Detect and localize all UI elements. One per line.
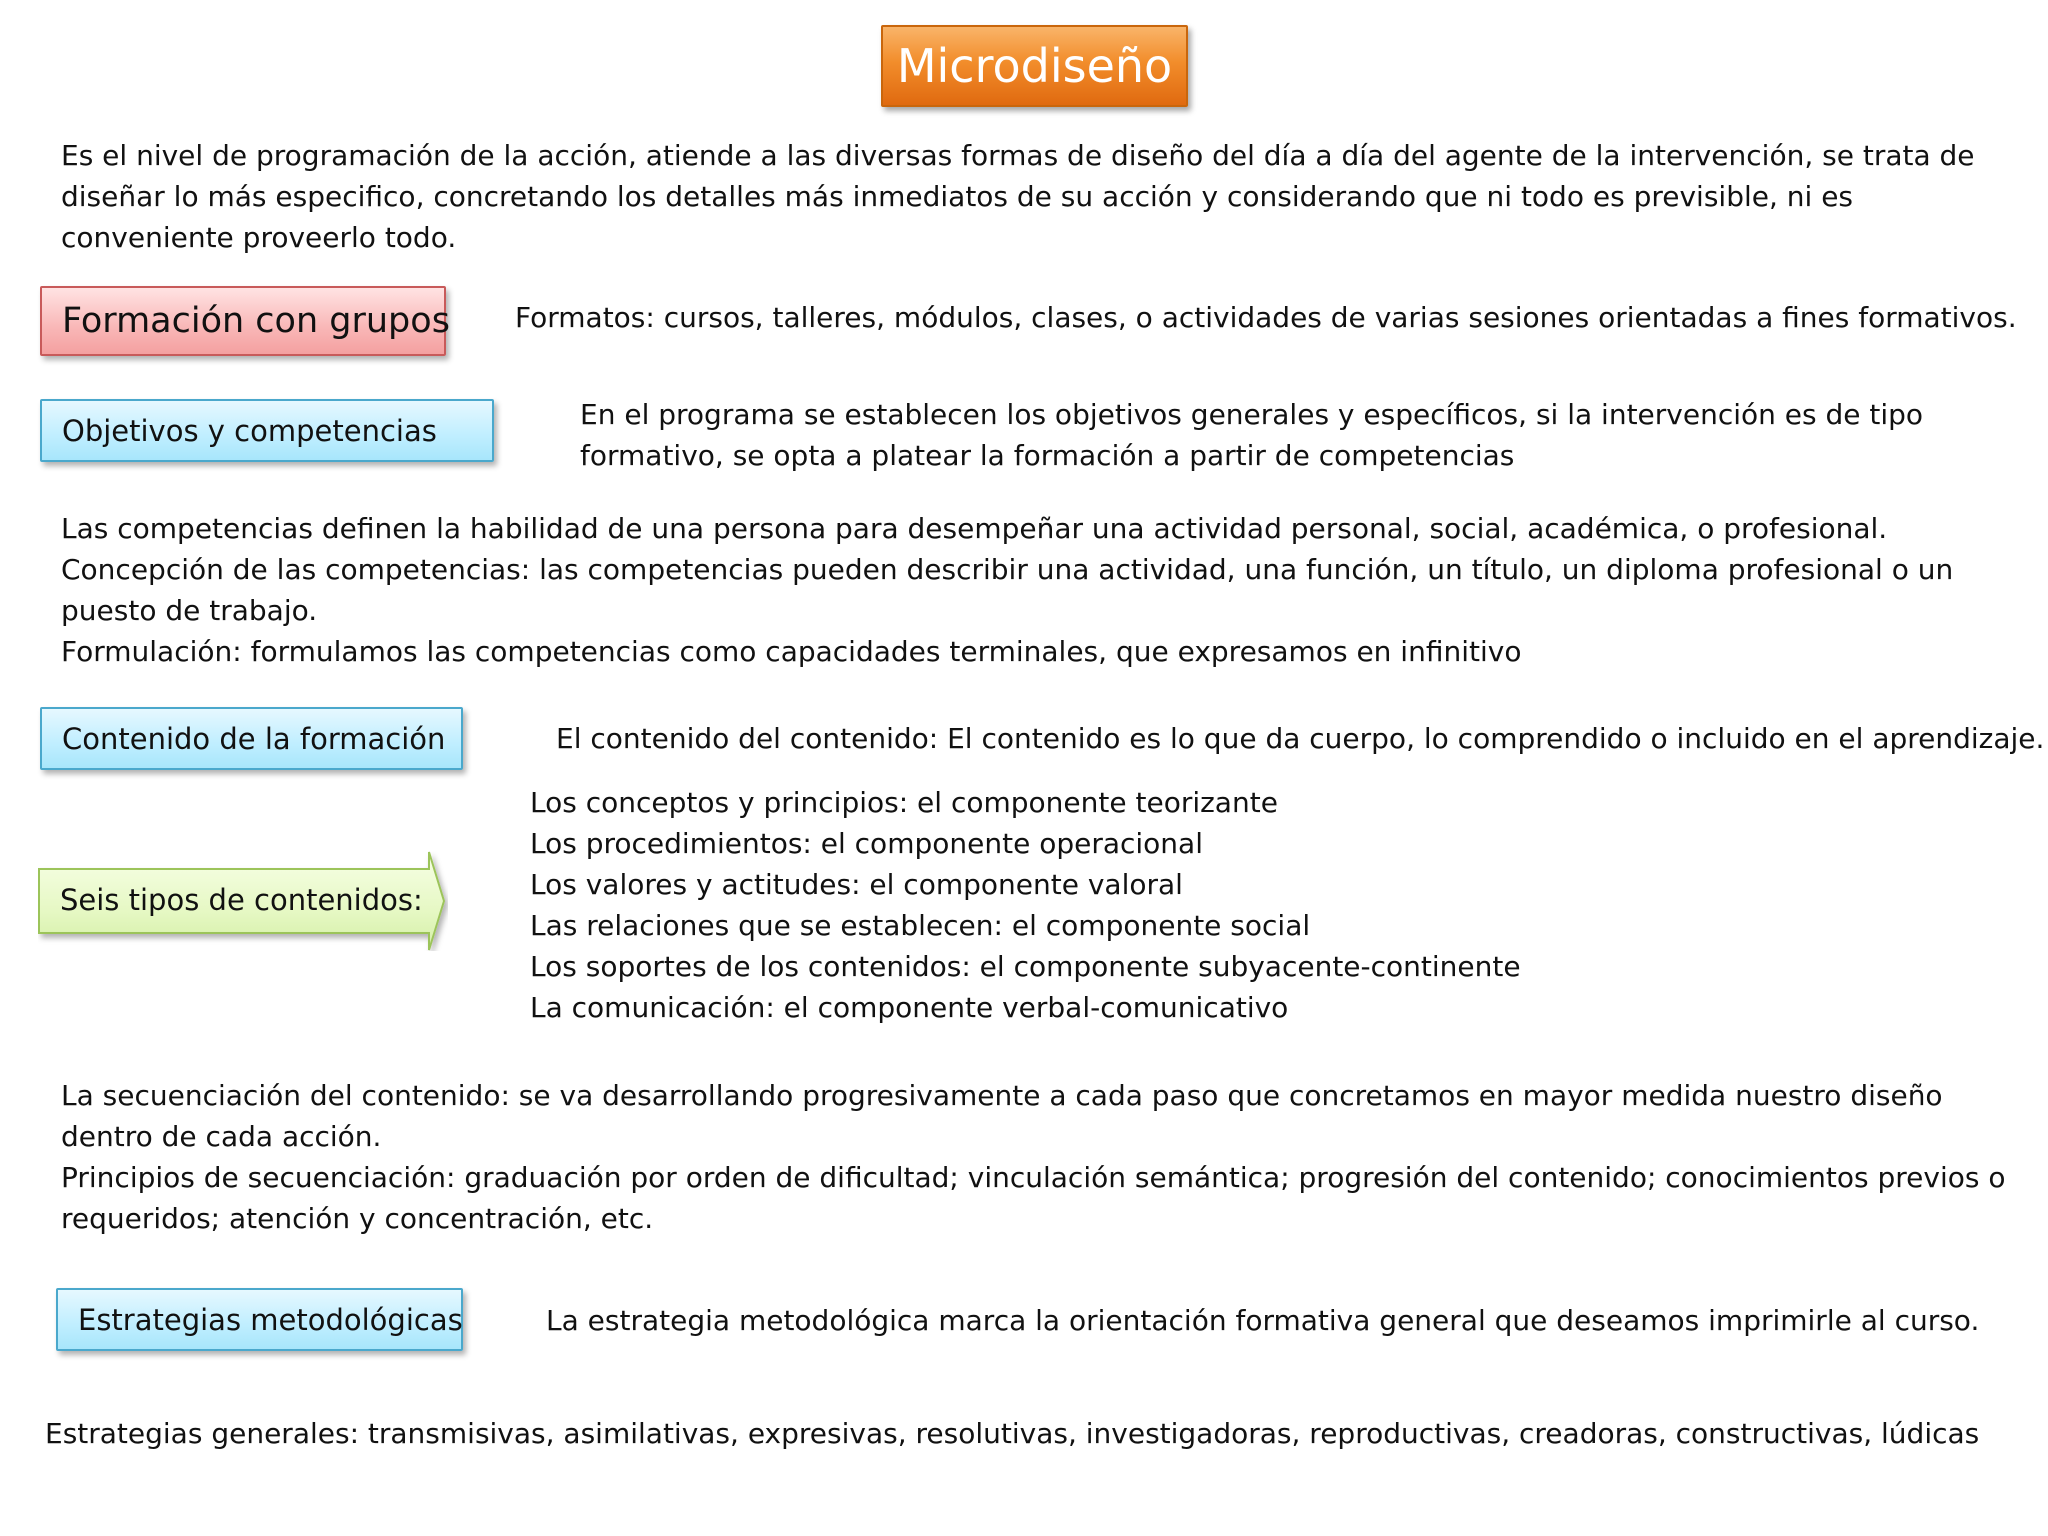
list-item: Los conceptos y principios: el componente teorizante xyxy=(530,786,1278,819)
objetivos-line: formativo, se opta a platear la formación a partir de competencias xyxy=(580,439,1515,472)
intro-paragraph xyxy=(61,135,1975,258)
estrategias-box: Estrategias metodológicas xyxy=(56,1288,463,1351)
page-title: Microdiseño xyxy=(881,25,1188,107)
competencias-line: Concepción de las competencias: las competencias pueden describir una actividad, una función, un título, un diploma profesional o un xyxy=(61,553,1954,586)
secuenciacion-line: Principios de secuenciación: graduación por orden de dificultad; vinculación semántica; progresión del contenido; conocimientos previos o xyxy=(61,1161,2006,1194)
list-item: Los soportes de los contenidos: el componente subyacente-continente xyxy=(530,950,1521,983)
seis-tipos-list xyxy=(530,782,1521,1028)
estrategias-text: La estrategia metodológica marca la orientación formativa general que deseamos imprimirle al curso. xyxy=(546,1304,1980,1337)
secuenciacion-line: requeridos; atención y concentración, etc. xyxy=(61,1202,654,1235)
competencias-line: Formulación: formulamos las competencias como capacidades terminales, que expresamos en infinitivo xyxy=(61,635,1522,668)
formacion-text: Formatos: cursos, talleres, módulos, clases, o actividades de varias sesiones orientadas a fines formativos. xyxy=(515,301,2017,334)
intro-line: diseñar lo más especifico, concretando los detalles más inmediatos de su acción y considerando que ni todo es previsible, ni es xyxy=(61,180,1854,213)
estrategias-generales: Estrategias generales: transmisivas, asimilativas, expresivas, resolutivas, investigadoras, reproductivas, creadoras, constructivas, lúdicas xyxy=(45,1417,1980,1450)
contenido-box: Contenido de la formación xyxy=(40,707,463,770)
secuenciacion-line: La secuenciación del contenido: se va desarrollando progresivamente a cada paso que concretamos en mayor medida nuestro diseño xyxy=(61,1079,1943,1112)
competencias-line: Las competencias definen la habilidad de una persona para desempeñar una actividad personal, social, académica, o profesional. xyxy=(61,512,1888,545)
formacion-con-grupos-box: Formación con grupos xyxy=(40,286,446,356)
objetivos-text xyxy=(580,394,1923,476)
competencias-paragraph xyxy=(61,508,1953,672)
competencias-line: puesto de trabajo. xyxy=(61,594,318,627)
list-item: Los valores y actitudes: el componente valoral xyxy=(530,868,1183,901)
secuenciacion-paragraph xyxy=(61,1075,2005,1239)
list-item: Los procedimientos: el componente operacional xyxy=(530,827,1203,860)
list-item: La comunicación: el componente verbal-comunicativo xyxy=(530,991,1289,1024)
secuenciacion-line: dentro de cada acción. xyxy=(61,1120,382,1153)
contenido-text: El contenido del contenido: El contenido es lo que da cuerpo, lo comprendido o incluido en el aprendizaje. xyxy=(556,722,2045,755)
objetivos-box: Objetivos y competencias xyxy=(40,399,494,462)
objetivos-line: En el programa se establecen los objetivos generales y específicos, si la intervención es de tipo xyxy=(580,398,1924,431)
seis-tipos-label: Seis tipos de contenidos: xyxy=(60,883,423,917)
list-item: Las relaciones que se establecen: el componente social xyxy=(530,909,1311,942)
intro-line: conveniente proveerlo todo. xyxy=(61,221,457,254)
seis-tipos-arrow-box xyxy=(38,851,448,951)
intro-line: Es el nivel de programación de la acción, atiende a las diversas formas de diseño del día a día del agente de la intervención, se trata de xyxy=(61,139,1975,172)
